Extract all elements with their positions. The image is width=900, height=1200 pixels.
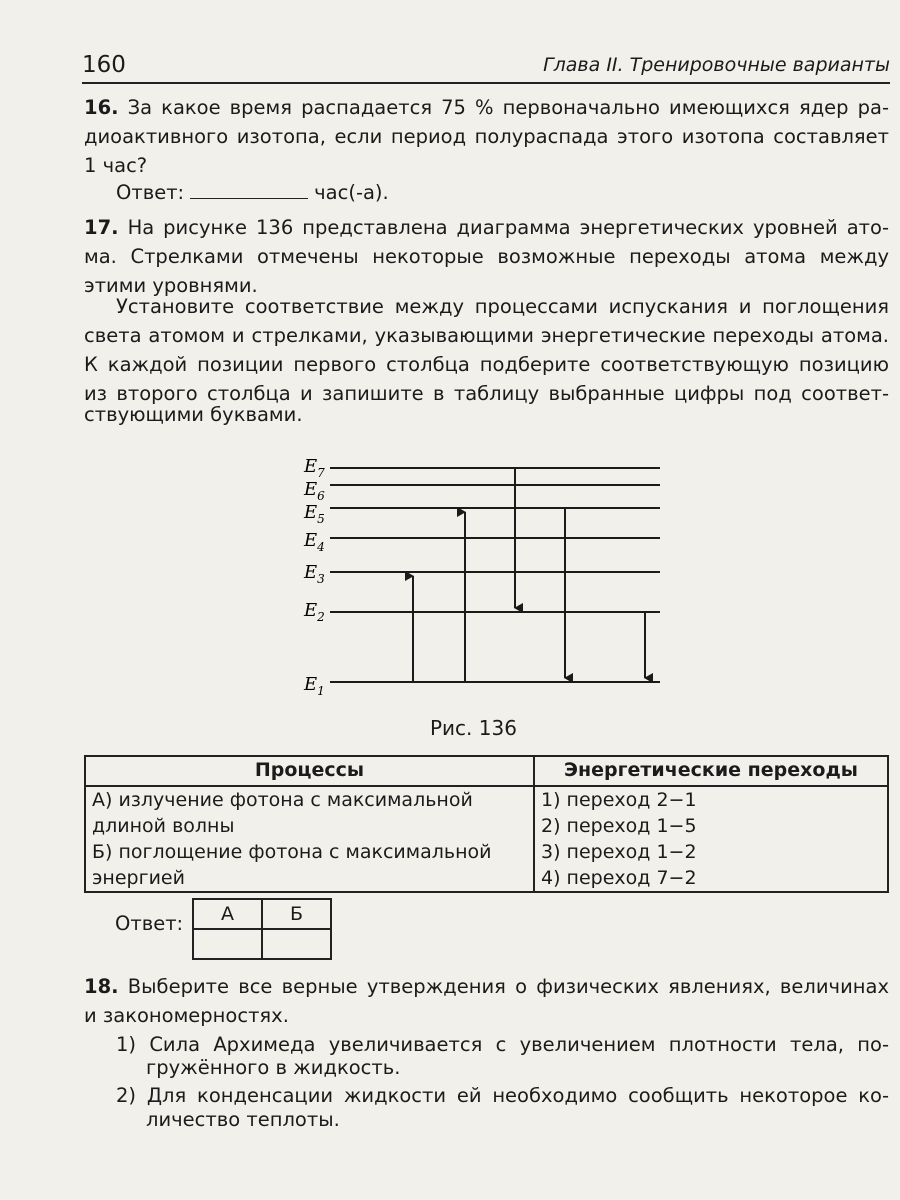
q17-para2-2: света атомом и стрелками, указывающими энергетические переходы атома. xyxy=(84,324,889,347)
level-label-6: $E_6$ xyxy=(304,479,325,503)
q16-answer-label: Ответ: xyxy=(116,181,185,204)
q17-para2-5: ствующими буквами. xyxy=(84,403,303,426)
q17-para2-3: К каждой позиции первого столбца подберите соответствующую позицию xyxy=(84,353,889,376)
q18-number: 18. xyxy=(84,975,119,998)
q18-item-2-line-2: личество теплоты. xyxy=(146,1108,340,1131)
transition-2: 2) переход 1−5 xyxy=(534,813,888,839)
answer-cell-b[interactable] xyxy=(262,929,331,959)
q18-line-1 xyxy=(84,972,889,1001)
q17-para2-4: из второго столбца и запишите в таблицу выбранные цифры под соответ- xyxy=(84,382,889,405)
q16-answer-field[interactable] xyxy=(190,178,308,199)
q18-item-1-line-1: 1) Сила Архимеда увеличивается с увеличением плотности тела, по- xyxy=(116,1033,889,1056)
level-label-2: $E_2$ xyxy=(304,600,325,624)
matching-table xyxy=(84,755,889,893)
q17-line-2: ма. Стрелками отмечены некоторые возможные переходы атома между xyxy=(84,245,889,268)
q16-answer-unit: час(-а). xyxy=(314,181,389,204)
q17-answer-label: Ответ: xyxy=(115,912,184,935)
q17-answer-table xyxy=(192,898,332,960)
q18-item-2-line-1: 2) Для конденсации жидкости ей необходимо сообщить некоторое ко- xyxy=(116,1084,889,1107)
q16-line-1 xyxy=(84,93,889,122)
process-a-1: А) излучение фотона с максимальной xyxy=(85,786,534,813)
answer-col-a: А xyxy=(193,899,262,929)
q17-text-1: На рисунке 136 представлена диаграмма энергетических уровней ато- xyxy=(127,216,889,239)
level-label-7: $E_7$ xyxy=(304,456,325,480)
level-label-3: $E_3$ xyxy=(304,562,325,586)
transition-4: 4) переход 7−2 xyxy=(534,865,888,892)
process-b-1: Б) поглощение фотона с максимальной xyxy=(85,839,534,865)
level-label-1: $E_1$ xyxy=(304,674,325,698)
level-label-5: $E_5$ xyxy=(304,502,325,526)
q16-line-2: диоактивного изотопа, если период полураспада этого изотопа составляет xyxy=(84,125,889,148)
header-transitions: Энергетические переходы xyxy=(534,756,888,786)
page-number: 160 xyxy=(82,52,126,78)
q16-answer xyxy=(116,178,389,207)
transition-1: 1) переход 2−1 xyxy=(534,786,888,813)
q16-text-1: За какое время распадается 75 % первоначально имеющихся ядер ра- xyxy=(127,96,889,119)
q18-line-2: и закономерностях. xyxy=(84,1004,289,1027)
level-label-4: $E_4$ xyxy=(304,530,325,554)
answer-col-b: Б xyxy=(262,899,331,929)
q18-item-1-line-2: гружённого в жидкость. xyxy=(146,1056,401,1079)
chapter-title: Глава II. Тренировочные варианты xyxy=(543,54,890,76)
q16-line-3: 1 час? xyxy=(84,154,148,177)
figure-caption: Рис. 136 xyxy=(430,716,517,740)
q18-text-1: Выберите все верные утверждения о физических явлениях, величинах xyxy=(127,975,889,998)
header-processes: Процессы xyxy=(85,756,534,786)
page-header xyxy=(82,48,890,84)
q17-para2-1: Установите соответствие между процессами испускания и поглощения xyxy=(116,295,889,318)
answer-cell-a[interactable] xyxy=(193,929,262,959)
energy-level-diagram xyxy=(290,430,670,705)
process-b-2: энергией xyxy=(85,865,534,892)
q17-number: 17. xyxy=(84,216,119,239)
q17-line-1 xyxy=(84,213,889,242)
q17-line-3: этими уровнями. xyxy=(84,274,258,297)
q16-number: 16. xyxy=(84,96,119,119)
transition-3: 3) переход 1−2 xyxy=(534,839,888,865)
process-a-2: длиной волны xyxy=(85,813,534,839)
